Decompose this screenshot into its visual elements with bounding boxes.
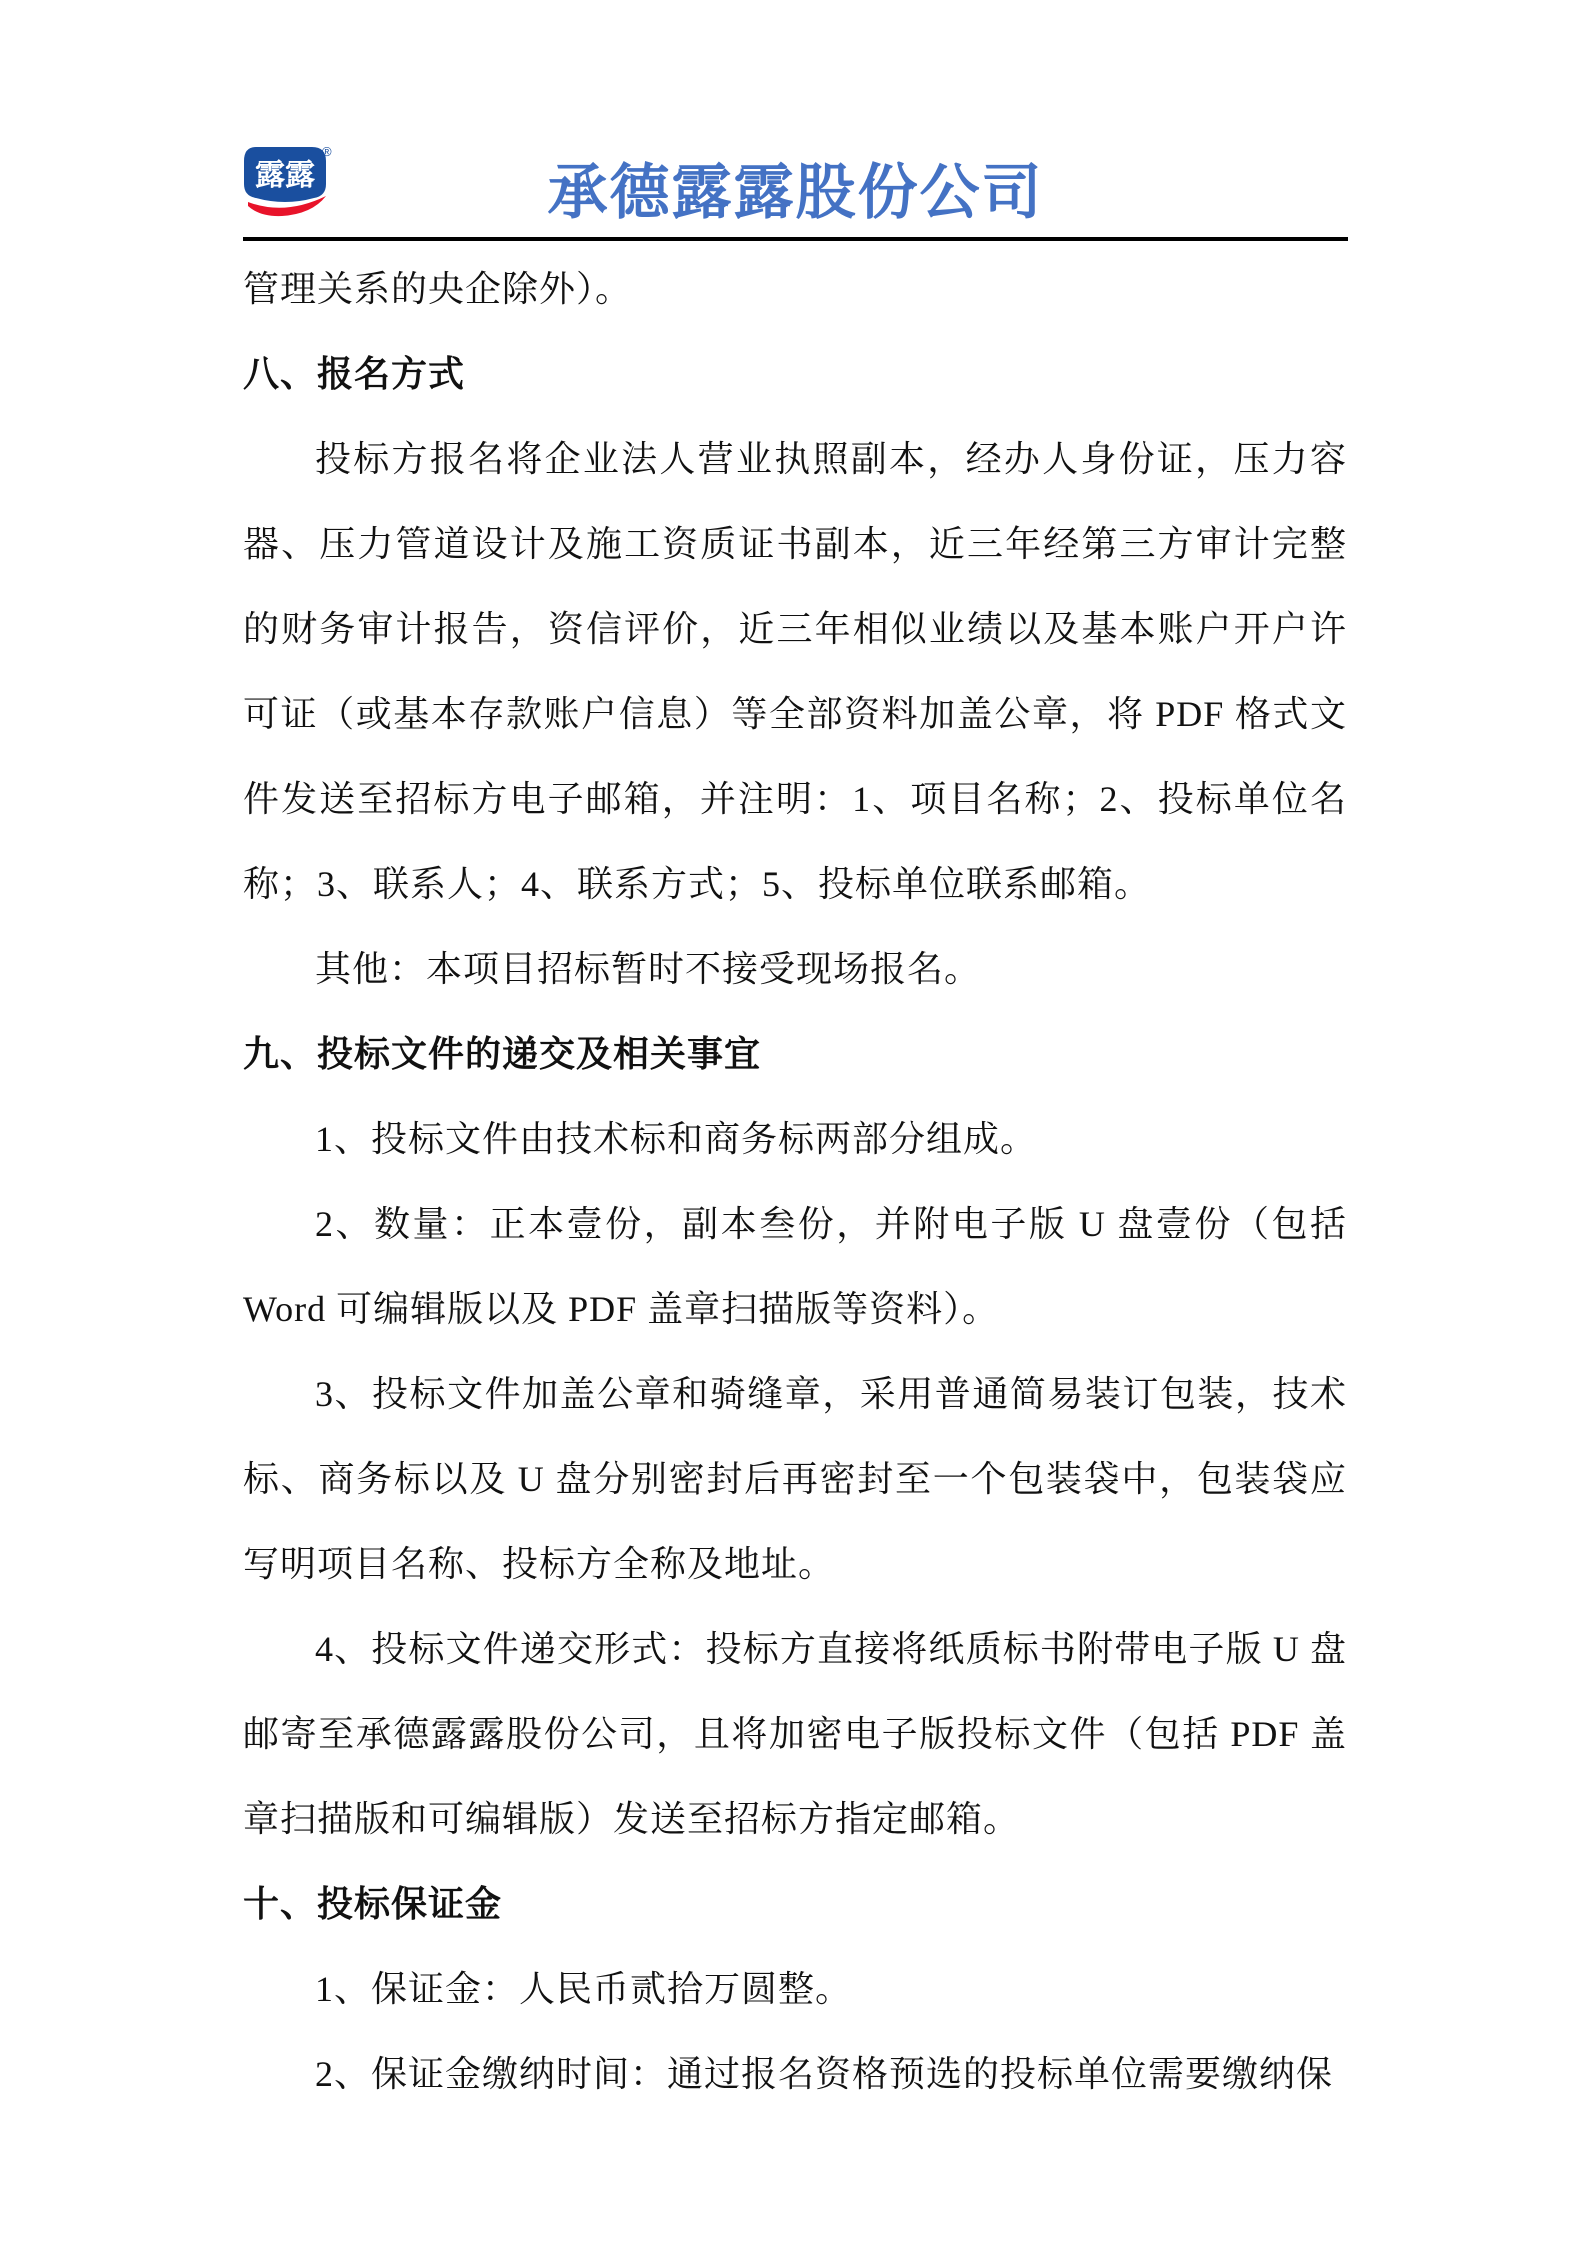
header-divider <box>243 237 1348 241</box>
paragraph: 2、保证金缴纳时间：通过报名资格预选的投标单位需要缴纳保 <box>315 2054 1334 2094</box>
paragraph: 1、保证金：人民币贰拾万圆整。 <box>315 1969 853 2009</box>
paragraph: 投标方报名将企业法人营业执照副本，经办人身份证，压力容器、压力管道设计及施工资质证书副本，近三年经第三方审计完整的财务审计报告，资信评价，近三年相似业绩以及基本账户开户许可证（或基本存款账户信息）等全部资料加盖公章，将 PDF 格式文件发送至招标方电子邮箱，并注明：1、项目名称；2、投标单位名称；3、联系人；4、联系方式；5、投标单位联系邮箱。 <box>243 439 1347 904</box>
paragraph: 管理关系的央企除外）。 <box>243 269 633 309</box>
section-heading: 十、投标保证金 <box>243 1884 503 1924</box>
company-title: 承德露露股份公司 <box>547 159 1044 226</box>
page-header <box>243 0 1348 237</box>
logo-lulu-text: 露露 <box>255 159 315 192</box>
paragraph: 2、数量：正本壹份，副本叁份，并附电子版 U 盘壹份（包括 Word 可编辑版以及 PDF 盖章扫描版等资料）。 <box>243 1204 1347 1329</box>
paragraph: 4、投标文件递交形式：投标方直接将纸质标书附带电子版 U 盘邮寄至承德露露股份公司，且将加密电子版投标文件（包括 PDF 盖章扫描版和可编辑版）发送至招标方指定邮箱。 <box>243 1629 1347 1839</box>
paragraph: 1、投标文件由技术标和商务标两部分组成。 <box>315 1119 1038 1159</box>
registered-trademark-icon: ® <box>322 144 332 159</box>
paragraph: 3、投标文件加盖公章和骑缝章，采用普通简易装订包装，技术标、商务标以及 U 盘分别密封后再密封至一个包装袋中，包装袋应写明项目名称、投标方全称及地址。 <box>243 1374 1347 1584</box>
paragraph: 其他：本项目招标暂时不接受现场报名。 <box>315 949 982 989</box>
section-heading: 九、投标文件的递交及相关事宜 <box>243 1034 762 1074</box>
document-body <box>243 247 1347 2117</box>
section-heading: 八、报名方式 <box>243 354 466 394</box>
